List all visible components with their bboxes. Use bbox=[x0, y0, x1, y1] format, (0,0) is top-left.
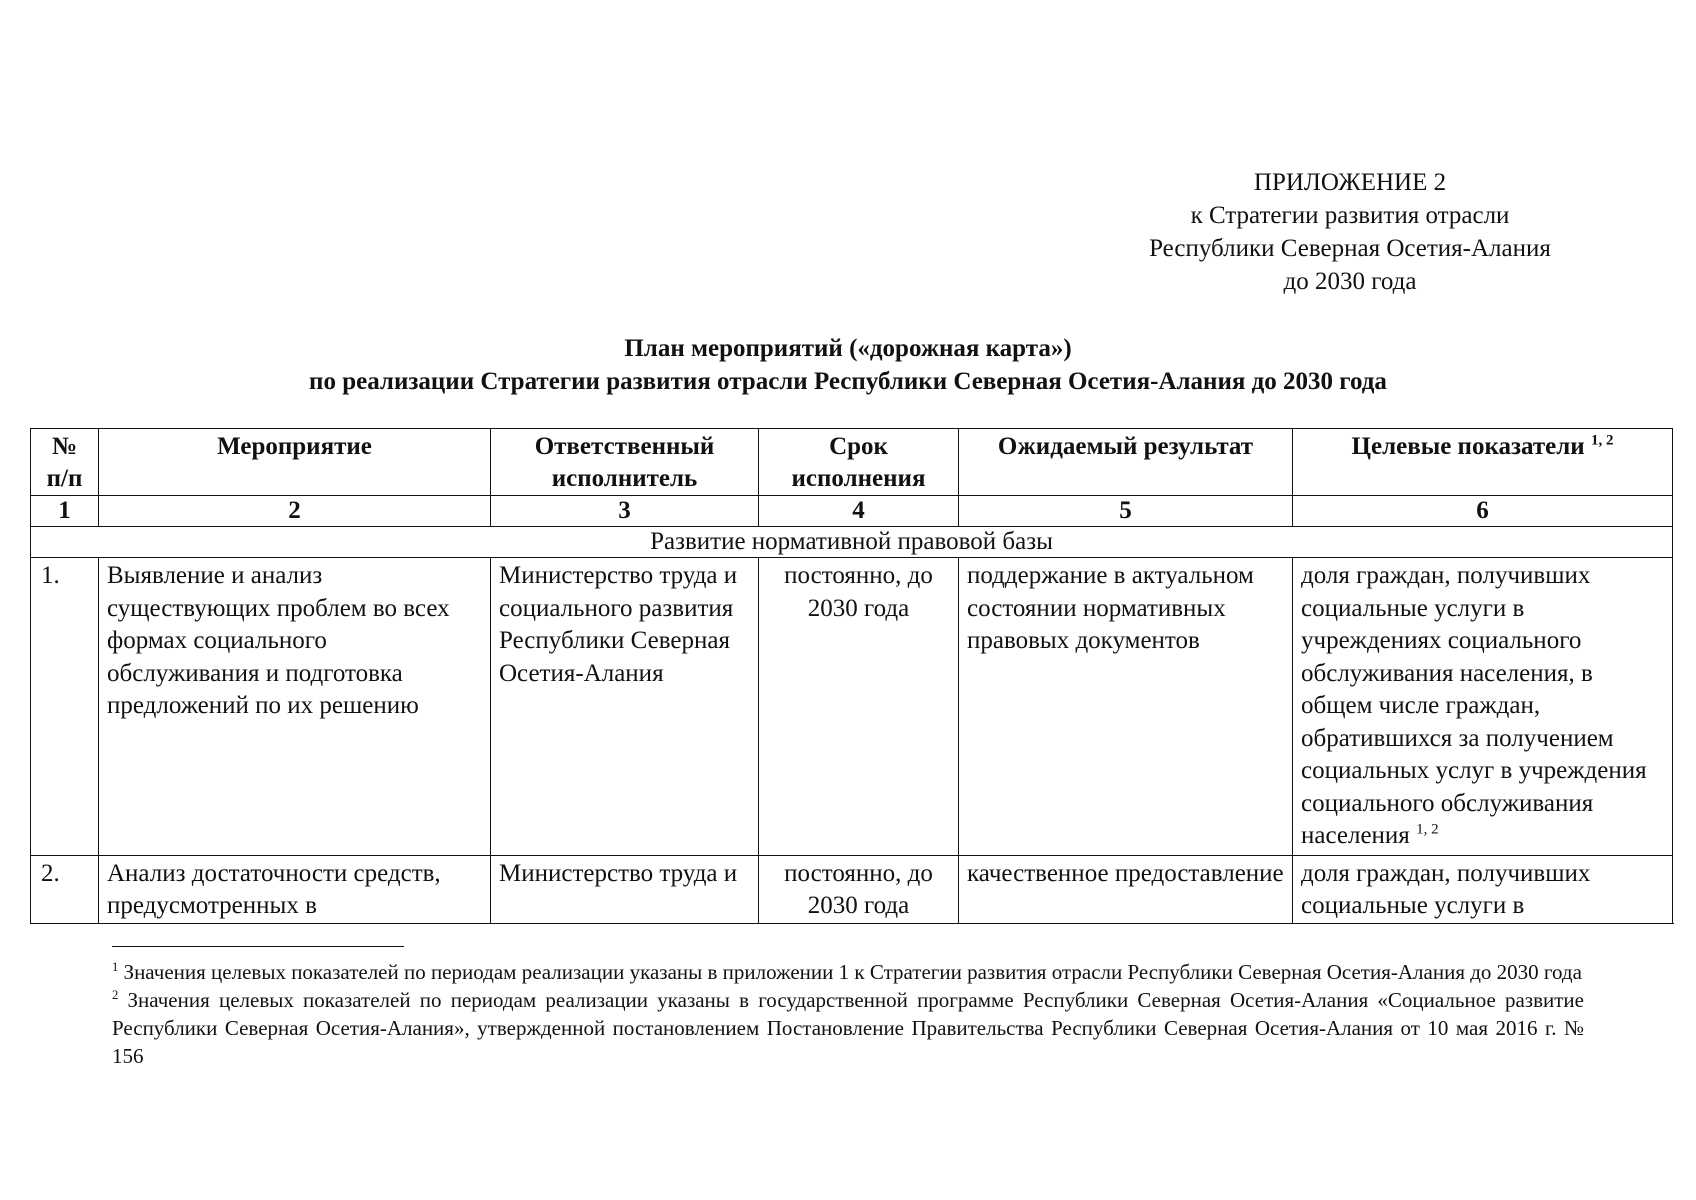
footnote-text: Значения целевых показателей по периодам реализации указаны в приложении 1 к Стратегии развития отрасли Республики Северная Осетия-Алания до 2030 года bbox=[123, 960, 1582, 984]
roadmap-table-container bbox=[30, 428, 1674, 924]
row-executor: Министерство труда и bbox=[491, 855, 759, 924]
row-number: 1. bbox=[31, 558, 99, 856]
row-indicators-text: доля граждан, получивших социальные услуги в bbox=[1301, 859, 1591, 919]
title-line-2: по реализации Стратегии развития отрасли Республики Северная Осетия-Алания до 2030 года bbox=[309, 368, 1387, 395]
header-result: Ожидаемый результат bbox=[959, 429, 1293, 496]
column-number: 5 bbox=[959, 496, 1293, 527]
row-event: Выявление и анализ существующих проблем во всех формах социального обслуживания и подготовка предложений по их решению bbox=[99, 558, 491, 856]
header-no: № п/п bbox=[31, 429, 99, 496]
header-event: Мероприятие bbox=[99, 429, 491, 496]
row-indicators bbox=[1293, 855, 1673, 924]
column-number: 2 bbox=[99, 496, 491, 527]
appendix-line-2: к Стратегии развития отрасли bbox=[1190, 202, 1510, 229]
column-number: 4 bbox=[759, 496, 959, 527]
row-term: постоянно, до 2030 года bbox=[759, 855, 959, 924]
table-row bbox=[31, 558, 1673, 856]
header-indicators-footnote-ref: 1, 2 bbox=[1590, 432, 1614, 449]
header-indicators-label: Целевые показатели bbox=[1351, 433, 1585, 460]
roadmap-table bbox=[30, 428, 1673, 924]
appendix-header bbox=[1100, 166, 1600, 298]
row-indicators-footnote-ref: 1, 2 bbox=[1416, 821, 1439, 838]
appendix-line-1: ПРИЛОЖЕНИЕ 2 bbox=[1253, 169, 1447, 196]
document-title bbox=[0, 332, 1696, 398]
header-term: Срок исполнения bbox=[759, 429, 959, 496]
footnote-mark: 1 bbox=[112, 960, 119, 974]
appendix-line-3: Республики Северная Осетия-Алания bbox=[1149, 235, 1551, 262]
row-indicators bbox=[1293, 558, 1673, 856]
footnote-mark: 2 bbox=[112, 988, 119, 1002]
footnote-text: Значения целевых показателей по периодам реализации указаны в государственной программе Республики Северная Осетия-Алания «Социальное развитие Республики Северная Осетия-Алания», утвержденной постановлением Постановление Правительства Республики Северная Осетия-Алания от 10 мая 2016 г. № 156 bbox=[112, 988, 1584, 1068]
footnote-separator bbox=[112, 946, 404, 947]
column-number: 6 bbox=[1293, 496, 1673, 527]
section-title: Развитие нормативной правовой базы bbox=[31, 527, 1673, 558]
row-result: поддержание в актуальном состоянии нормативных правовых документов bbox=[959, 558, 1293, 856]
title-line-1: План мероприятий («дорожная карта») bbox=[624, 335, 1072, 362]
header-indicators bbox=[1293, 429, 1673, 496]
header-executor: Ответственный исполнитель bbox=[491, 429, 759, 496]
row-event: Анализ достаточности средств, предусмотренных в bbox=[99, 855, 491, 924]
row-indicators-text: доля граждан, получивших социальные услуги в учреждениях социального обслуживания населения, в общем числе граждан, обратившихся за получением социальных услуг в учреждения социального обслуживания населения bbox=[1301, 562, 1647, 849]
column-number: 1 bbox=[31, 496, 99, 527]
row-result: качественное предоставление bbox=[959, 855, 1293, 924]
footnote-1 bbox=[112, 958, 1584, 986]
footnote-2 bbox=[112, 986, 1584, 1070]
table-row bbox=[31, 855, 1673, 924]
section-row bbox=[31, 527, 1673, 558]
column-number: 3 bbox=[491, 496, 759, 527]
table-header-row bbox=[31, 429, 1673, 496]
row-executor: Министерство труда и социального развития Республики Северная Осетия-Алания bbox=[491, 558, 759, 856]
footnotes bbox=[112, 958, 1584, 1070]
column-number-row bbox=[31, 496, 1673, 527]
row-term: постоянно, до 2030 года bbox=[759, 558, 959, 856]
row-number: 2. bbox=[31, 855, 99, 924]
appendix-line-4: до 2030 года bbox=[1283, 268, 1417, 295]
